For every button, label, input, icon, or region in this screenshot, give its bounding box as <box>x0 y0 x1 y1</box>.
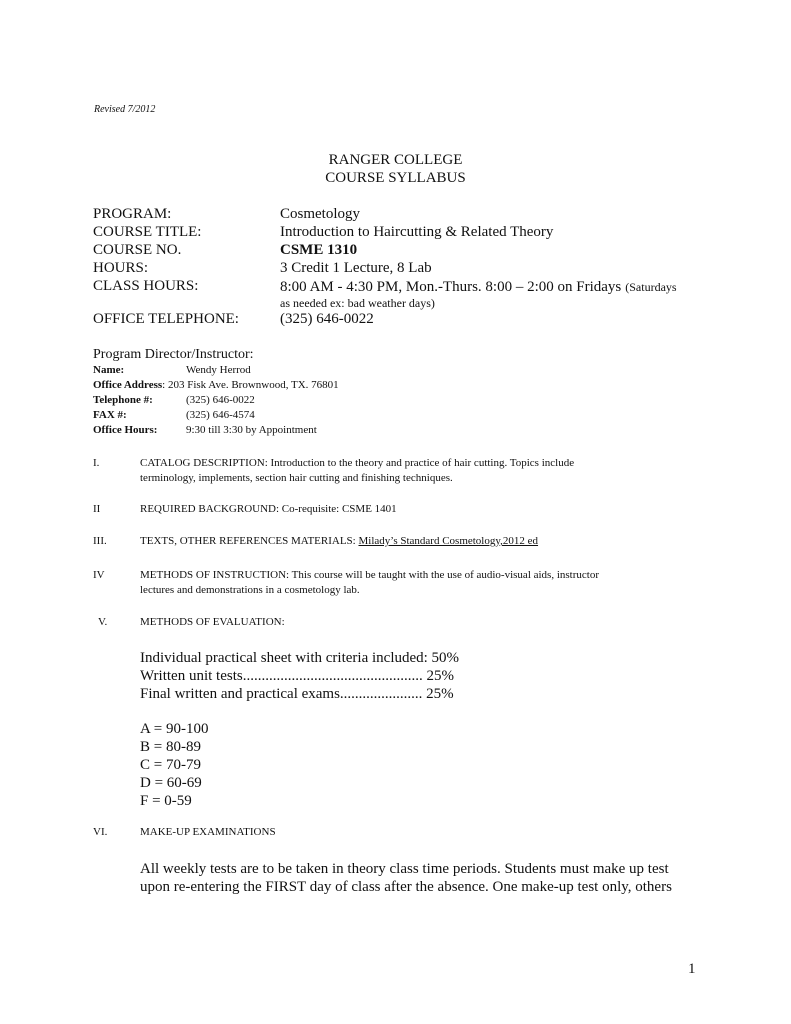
evaluation-item-2: Written unit tests................................................ 25% <box>140 668 454 684</box>
class-hours-note-cont: as needed ex: bad weather days) <box>280 296 435 310</box>
director-name-value: Wendy Herrod <box>186 364 251 376</box>
revised-date: Revised 7/2012 <box>94 104 156 115</box>
section-2-text: REQUIRED BACKGROUND: Co-requisite: CSME 1401 <box>140 503 397 515</box>
office-telephone-label: OFFICE TELEPHONE: <box>93 311 239 327</box>
grade-d: D = 60-69 <box>140 775 202 791</box>
telephone-label: Telephone #: <box>93 394 153 406</box>
hours-label: HOURS: <box>93 260 149 276</box>
office-telephone-value: (325) 646-0022 <box>280 311 374 327</box>
office-hours-label: Office Hours: <box>93 424 158 436</box>
section-2-number: II <box>93 503 101 515</box>
course-number-label: COURSE NO. <box>93 242 182 258</box>
office-address-label: Office Address <box>93 379 163 391</box>
document-title: COURSE SYLLABUS <box>325 170 466 186</box>
course-number-value: CSME 1310 <box>280 242 358 258</box>
grade-f: F = 0-59 <box>140 793 192 809</box>
section-6-number: VI. <box>93 826 108 838</box>
director-name-label: Name: <box>93 364 125 376</box>
office-address-line <box>93 379 339 391</box>
class-hours-label: CLASS HOURS: <box>93 278 199 294</box>
section-6-text: MAKE-UP EXAMINATIONS <box>140 826 276 838</box>
section-1-line2: terminology, implements, section hair cutting and finishing techniques. <box>140 472 453 484</box>
makeup-line1: All weekly tests are to be taken in theory class time periods. Students must make up test <box>140 861 669 877</box>
telephone-value: (325) 646-0022 <box>186 394 255 406</box>
program-label: PROGRAM: <box>93 206 172 222</box>
fax-label: FAX #: <box>93 409 127 421</box>
course-title-label: COURSE TITLE: <box>93 224 202 240</box>
hours-value: 3 Credit 1 Lecture, 8 Lab <box>280 260 432 276</box>
section-4-line1: METHODS OF INSTRUCTION: This course will be taught with the use of audio-visual aids, instructor <box>140 569 599 581</box>
office-hours-value: 9:30 till 3:30 by Appointment <box>186 424 317 436</box>
college-name: RANGER COLLEGE <box>328 152 463 168</box>
program-value: Cosmetology <box>280 206 361 222</box>
class-hours-note: (Saturdays <box>625 280 677 294</box>
section-4-number: IV <box>93 569 105 581</box>
page-number: 1 <box>688 961 696 977</box>
course-title-value: Introduction to Haircutting & Related Theory <box>280 224 554 240</box>
office-address-value: : 203 Fisk Ave. Brownwood, TX. 76801 <box>162 379 339 391</box>
section-5-number: V. <box>98 616 108 628</box>
section-3-label: TEXTS, OTHER REFERENCES MATERIALS: <box>140 535 359 547</box>
section-4-line2: lectures and demonstrations in a cosmetology lab. <box>140 584 360 596</box>
textbook-title: Milady’s Standard Cosmetology,2012 ed <box>358 535 539 547</box>
makeup-line2: upon re-entering the FIRST day of class after the absence. One make-up test only, others <box>140 879 672 895</box>
director-heading: Program Director/Instructor: <box>93 347 254 362</box>
section-1-line1: CATALOG DESCRIPTION: Introduction to the theory and practice of hair cutting. Topics include <box>140 457 575 469</box>
grade-a: A = 90-100 <box>140 721 209 737</box>
grade-b: B = 80-89 <box>140 739 201 755</box>
section-1-number: I. <box>93 457 100 469</box>
section-3-text <box>140 535 538 547</box>
section-5-text: METHODS OF EVALUATION: <box>140 616 285 628</box>
section-3-number: III. <box>93 535 107 547</box>
class-hours-main: 8:00 AM - 4:30 PM, Mon.-Thurs. 8:00 – 2:00 on Fridays <box>280 279 622 295</box>
evaluation-item-3: Final written and practical exams...................... 25% <box>140 686 454 702</box>
grade-c: C = 70-79 <box>140 757 201 773</box>
class-hours-value <box>280 278 677 296</box>
fax-value: (325) 646-4574 <box>186 409 255 421</box>
evaluation-item-1: Individual practical sheet with criteria included: 50% <box>140 650 460 666</box>
